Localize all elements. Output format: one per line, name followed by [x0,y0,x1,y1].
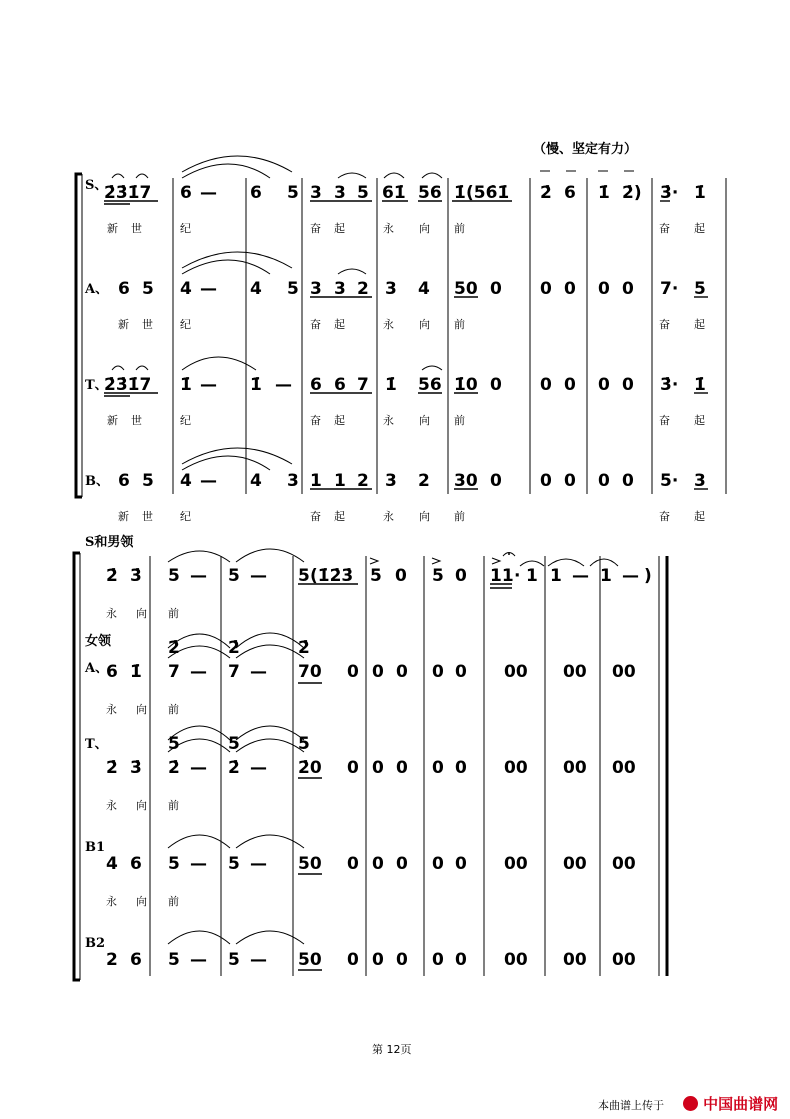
note: 5 [168,950,180,970]
note: 5 [357,183,369,203]
note: 00 [563,758,587,778]
lyric: 向 [419,222,430,235]
note: 0 [598,279,610,299]
note: 5 [168,734,180,754]
lyric: 永 [383,222,394,235]
note: 6 [180,183,192,203]
voice-label-bass2: B2 [85,936,106,951]
note: 70 [298,662,322,682]
note: 1̇ [598,183,610,203]
note: — [622,566,639,586]
lyric: 奋 [310,222,321,235]
lyric: 前 [168,607,179,620]
note: 4 [250,279,262,299]
voice-label-bass: B、 [85,474,109,489]
note: 6 [250,183,262,203]
note: — [250,758,267,778]
note: 1 [310,471,322,491]
note: 3 [334,183,346,203]
note: 00 [563,950,587,970]
site-logo [683,1093,778,1114]
note: — [200,183,217,203]
female-lead-label: 女领 [85,634,112,649]
note: 0 [598,375,610,395]
note: 1̇ [130,662,142,682]
note: ) [644,566,652,586]
note: 0 [622,279,634,299]
note: 1̇ [385,375,397,395]
lyric: 永 [106,895,117,908]
note: 50 [298,854,322,874]
lyric: 起 [334,510,345,523]
note: 30 [454,471,478,491]
note: 2 [106,950,118,970]
note: 4 [418,279,430,299]
note: 6 [106,662,118,682]
note: 2 [418,471,430,491]
note: 00 [504,854,528,874]
note: 4 [180,471,192,491]
lyric: 向 [419,414,430,427]
lyric: 纪 [180,510,191,523]
note: 00 [504,662,528,682]
note: — [190,566,207,586]
logo-icon [683,1096,698,1111]
note: 0 [372,758,384,778]
note: 2̇3̇1̇7 [104,183,152,203]
note: 0 [455,566,467,586]
note: 5 [432,566,444,586]
lyric: 奋 [310,318,321,331]
note: 4 [250,471,262,491]
lyric: 奋 [659,222,670,235]
lyric: 永 [106,799,117,812]
lyric: 永 [383,414,394,427]
note: 0 [395,566,407,586]
note: 0 [396,950,408,970]
note: 6 [564,183,576,203]
lyric: 世 [142,510,153,523]
lyric: 向 [136,799,147,812]
lyric: 新 [118,318,129,331]
voice-label-soprano: S、 [85,178,108,193]
voice-label-alto: A、 [85,282,109,297]
note: 0 [564,471,576,491]
system2-header: S和男领 [85,535,134,550]
note: 0 [622,375,634,395]
note: 6 [118,279,130,299]
note: 0 [347,854,359,874]
lyric: 起 [334,318,345,331]
lyric: 前 [168,895,179,908]
note: 00 [612,662,636,682]
note: — [250,854,267,874]
lyric: 奋 [659,414,670,427]
note: 0 [540,471,552,491]
note: — [275,375,292,395]
lyric: 前 [454,318,465,331]
note: 3 [310,279,322,299]
note: 6 [130,950,142,970]
note: 0 [598,471,610,491]
lyric: 永 [106,703,117,716]
note: 4 [106,854,118,874]
note: — [572,566,589,586]
note: 6 [310,375,322,395]
note: 0 [540,375,552,395]
note: 5 [298,566,310,586]
note: 5 [228,734,240,754]
voice-label-alto-2: A、 [85,661,109,676]
lyric: 起 [694,414,705,427]
lyric: 世 [131,414,142,427]
note: 3 [385,471,397,491]
note: 1̇ [694,183,706,203]
note: 1 [334,471,346,491]
note: 50 [454,279,478,299]
note: — [200,471,217,491]
note: 5 [287,183,299,203]
note: 0 [455,758,467,778]
lyric: 起 [694,222,705,235]
lyric: 向 [419,318,430,331]
lyric: 世 [131,222,142,235]
note: — [200,375,217,395]
note: 0 [432,758,444,778]
note: 00 [612,854,636,874]
note: 4 [180,279,192,299]
note: 00 [563,854,587,874]
note: 0 [540,279,552,299]
note: — [190,854,207,874]
note: 1 [526,566,538,586]
voice-label-tenor: T、 [85,378,108,393]
note: 2̇0 [298,758,322,778]
note: 3 [385,279,397,299]
note: — [190,950,207,970]
note: 3 [310,183,322,203]
note: (56̇1̇ [466,183,510,203]
note: 5 [228,566,240,586]
note: 11 [490,566,514,586]
note: 0 [396,662,408,682]
note: 3̇ [130,566,142,586]
note: 2̇ [106,758,118,778]
lyric: 新 [107,414,118,427]
lyric: 起 [694,318,705,331]
note: 5 [370,566,382,586]
tempo-marking: （慢、坚定有力） [533,142,638,157]
note: 61̇ [382,183,406,203]
note: — [250,662,267,682]
note: 56 [418,183,442,203]
note: 2̇ [106,566,118,586]
lyric: 向 [136,703,147,716]
note: 50 [298,950,322,970]
note: 1̇ [454,183,466,203]
note: 0 [432,854,444,874]
note: 2̇ [228,638,240,658]
note: 00 [504,758,528,778]
note: 3̇· [660,375,679,395]
note: 0 [455,662,467,682]
lyric: 起 [694,510,705,523]
note: 3 [694,471,706,491]
note: 5· [660,471,679,491]
note: 1 [600,566,612,586]
note: 00 [612,758,636,778]
lyric: 前 [168,799,179,812]
lyric: 起 [334,414,345,427]
note: 5 [168,566,180,586]
lyric: 向 [419,510,430,523]
lyric: 向 [136,895,147,908]
note: 5 [298,734,310,754]
note: (1̇2̇3̇ [310,566,354,586]
note: — [200,279,217,299]
note: 0 [432,662,444,682]
lyric: 前 [168,703,179,716]
note: 5 [168,854,180,874]
note: · [514,566,521,586]
note: — [250,566,267,586]
lyric: 纪 [180,222,191,235]
lyric: 前 [454,414,465,427]
note: 00 [563,662,587,682]
note: 0 [372,662,384,682]
note: 0 [347,662,359,682]
note: 2̇ [540,183,552,203]
note: 7 [357,375,369,395]
note: 2̇3̇1̇7 [104,375,152,395]
note: 0 [347,950,359,970]
note: 56 [418,375,442,395]
note: 3 [287,471,299,491]
note: 2̇) [622,183,642,203]
lyric: 新 [118,510,129,523]
voice-label-tenor-2: T、 [85,737,108,752]
note: 1̇ [250,375,262,395]
note: 2̇ [298,638,310,658]
lyric: 永 [383,318,394,331]
voice-label-bass1: B1 [85,840,106,855]
lyric: 前 [454,222,465,235]
note: 0 [490,471,502,491]
note: 0 [622,471,634,491]
note: 5 [228,854,240,874]
lyric: 奋 [659,318,670,331]
note: 2 [357,471,369,491]
note: 7· [660,279,679,299]
note: 0 [455,854,467,874]
note: — [190,758,207,778]
note: 00 [504,950,528,970]
page-number: 第 12页 [372,1043,412,1056]
note: 5 [694,279,706,299]
note: 1̇ [180,375,192,395]
upload-note: 本曲谱上传于 [598,1099,664,1112]
lyric: 向 [136,607,147,620]
note: — [250,950,267,970]
note: 3̇ [130,758,142,778]
note: 0 [396,854,408,874]
note: 0 [490,375,502,395]
lyric: 永 [383,510,394,523]
note: 0 [564,279,576,299]
note: 7 [228,662,240,682]
note: 1̇ [694,375,706,395]
note: 0 [396,758,408,778]
note: 2̇ [168,758,180,778]
lyric: 新 [107,222,118,235]
note: 2̇ [168,638,180,658]
lyric: 纪 [180,414,191,427]
note: 0 [372,854,384,874]
lyric: 奋 [310,414,321,427]
note: — [190,662,207,682]
note: 2̇ [228,758,240,778]
note: 6 [334,375,346,395]
note: 5 [287,279,299,299]
lyric: 奋 [310,510,321,523]
note: 0 [455,950,467,970]
lyric: 世 [142,318,153,331]
lyric: 永 [106,607,117,620]
note: 0 [490,279,502,299]
note: 7 [168,662,180,682]
lyric: 起 [334,222,345,235]
logo-text: 中国曲谱网 [703,1095,779,1113]
note: 5 [142,471,154,491]
note: 1̇0 [454,375,478,395]
note: 5 [142,279,154,299]
note: 6 [118,471,130,491]
note: 00 [612,950,636,970]
note: 0 [347,758,359,778]
lyric: 前 [454,510,465,523]
note: 6 [130,854,142,874]
note: 0 [372,950,384,970]
lyric: 奋 [659,510,670,523]
lyric: 纪 [180,318,191,331]
note: 0 [564,375,576,395]
note: 2 [357,279,369,299]
note: 3 [334,279,346,299]
note: 3̇· [660,183,679,203]
note: 5 [228,950,240,970]
note: 0 [432,950,444,970]
note: 1 [550,566,562,586]
